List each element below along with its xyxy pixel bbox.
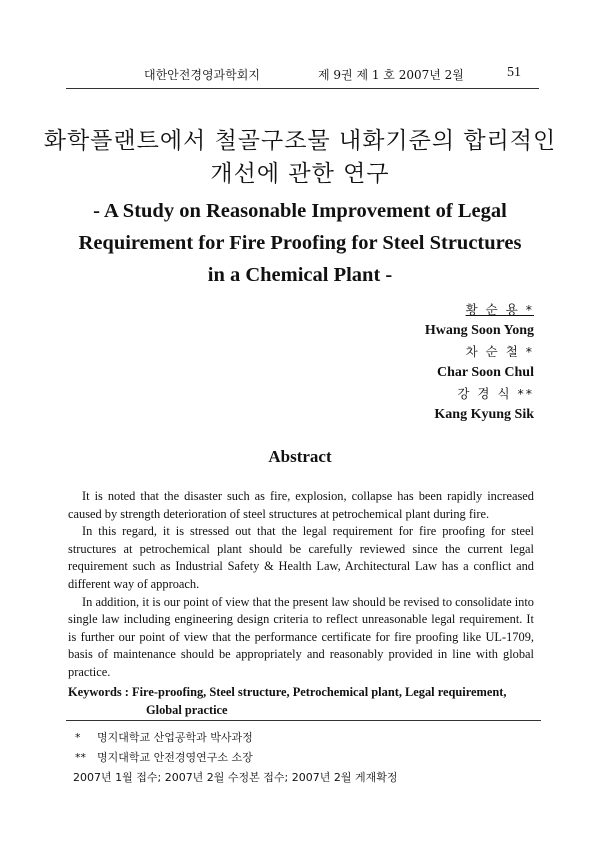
keywords-label: Keywords [68,685,122,699]
footnote-2 [75,748,535,768]
author-list [234,300,534,426]
footnote-2-text: 명지대학교 안전경영연구소 소장 [97,751,253,764]
footnote-1 [75,728,535,748]
author-2-english: Char Soon Chul [436,365,534,380]
english-title [40,195,560,291]
footnote-rule [66,720,541,721]
korean-title-line-1: 화학플랜트에서 철골구조물 내화기준의 합리적인 [43,128,557,154]
author-1-english: Hwang Soon Yong [424,323,534,338]
keywords-list-2: Global practice [146,703,228,717]
author-3-korean: 강 경 식 ** [457,386,534,401]
author-2-korean: 차 순 철 * [465,344,534,359]
abstract-heading: Abstract [268,447,332,466]
english-title-line-2: Requirement for Fire Proofing for Steel Structures [78,232,522,254]
footnote-1-mark: * [75,731,81,744]
keywords-separator: : [121,685,133,699]
footnote-2-mark: ** [75,751,86,764]
abstract-paragraph-1: It is noted that the disaster such as fire, explosion, collapse has been rapidly increased caused by strength deterioration of steel structures at petrochemical plant during fire. [68,489,534,521]
korean-title [40,125,560,191]
author-1-korean: 황 순 용 * [465,302,534,317]
issue-info: 제 9권 제 1 호 2007년 2월 [318,68,464,82]
abstract-paragraph-3: In addition, it is our point of view that the present law should be revised to consolidate into single law including engineering design criteria to reflect unreasonable legal requirement. It is further our point of view that the performance certificate for fire proofing like UL-1709, basis of maintenance should be appropriately and reasonably provided in line with global practice. [68,594,534,679]
keywords-line-1 [68,683,538,701]
abstract-paragraph-2: In this regard, it is stressed out that the legal requirement for fire proofing for steel structures at petrochemical plant should be carefully reviewed since the current legal requirement such as Industrial Safety & Health Law, Architectural Law has a conflict and different way of approach. [68,524,534,591]
footnotes [75,728,535,788]
page-number: 51 [507,65,521,80]
english-title-line-1: - A Study on Reasonable Improvement of Legal [93,200,507,222]
header-rule [66,88,539,89]
korean-title-line-2: 개선에 관한 연구 [210,161,390,187]
author-3-english: Kang Kyung Sik [434,407,534,422]
keywords [68,683,538,719]
abstract-body [68,488,534,682]
footnote-1-text: 명지대학교 산업공학과 박사과정 [97,731,253,744]
running-header [0,66,600,86]
english-title-line-3: in a Chemical Plant - [207,264,393,286]
keywords-list-1: Fire-proofing, Steel structure, Petrochemical plant, Legal requirement, [132,685,507,699]
submission-dates: 2007년 1월 접수; 2007년 2월 수정본 접수; 2007년 2월 게재확정 [73,771,398,784]
journal-name: 대한안전경영과학회지 [144,68,260,82]
